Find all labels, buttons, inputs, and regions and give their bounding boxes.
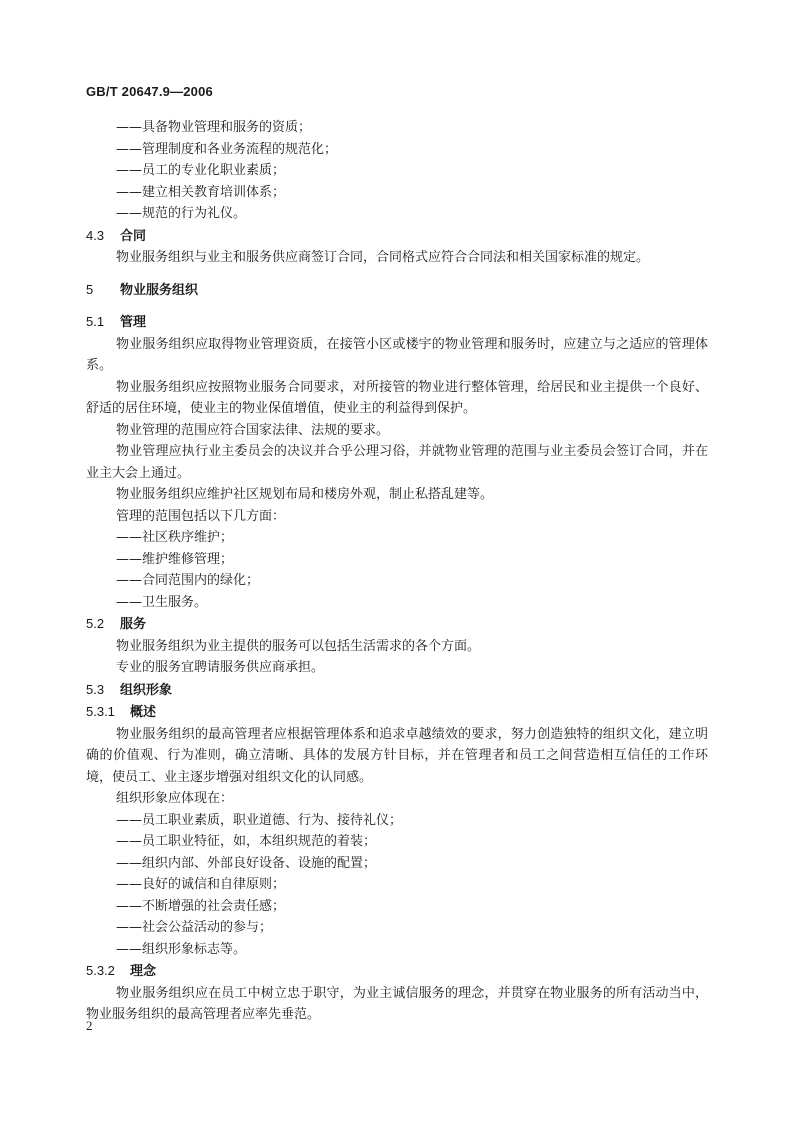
section-title: 概述 [130, 705, 157, 720]
list-item: ——组织形象标志等。 [116, 941, 247, 957]
section-title: 组织形象 [120, 682, 173, 698]
section-number: 4.3 [86, 227, 105, 243]
paragraph: 管理的范围包括以下几方面： [116, 508, 286, 524]
paragraph: 物业服务组织与业主和服务供应商签订合同，合同格式应符合合同法和相关国家标准的规定。 [116, 250, 650, 265]
paragraph: 组织形象应体现在： [116, 791, 234, 806]
list-item: ——维护维修管理； [116, 551, 234, 567]
section-title: 服务 [120, 617, 147, 632]
list-item: ——员工的专业化职业素质； [116, 163, 286, 178]
section-number: 5.1 [86, 314, 105, 329]
page-number: 2 [86, 1018, 93, 1033]
list-item: ——良好的诚信和自律原则； [116, 877, 286, 892]
paragraph: 物业管理的范围应符合国家法律、法规的要求。 [116, 422, 390, 438]
section-title: 管理 [120, 315, 147, 330]
list-item: ——员工职业特征，如，本组织规范的着装； [116, 834, 377, 849]
list-item: ——不断增强的社会责任感； [116, 898, 286, 914]
list-item: ——员工职业素质，职业道德、行为、接待礼仪； [116, 812, 403, 828]
paragraph: 物业服务组织应按照物业服务合同要求，对所接管的物业进行整体管理，给居民和业主提供一个良好、舒适的居住环境，使业主的物业保值增值，使业主的利益得到保护。 [86, 379, 708, 416]
section-heading-5-3-2 [86, 960, 708, 983]
section-heading-4-3 [86, 225, 708, 248]
section-number: 5.3.1 [86, 704, 115, 719]
section-heading-5-1 [86, 311, 708, 334]
standard-number: GB/T 20647.9—2006 [86, 84, 213, 99]
section-title: 合同 [120, 228, 147, 244]
section-heading-5-2 [86, 613, 708, 636]
section-title: 物业服务组织 [120, 282, 199, 298]
paragraph: 物业服务组织为业主提供的服务可以包括生活需求的各个方面。 [116, 638, 481, 654]
list-item: ——合同范围内的绿化； [116, 573, 260, 588]
section-number: 5.3 [86, 681, 105, 697]
section-heading-5-3 [86, 679, 708, 702]
section-title: 理念 [130, 964, 157, 979]
paragraph: 专业的服务宜聘请服务供应商承担。 [116, 660, 325, 675]
document-body [86, 117, 708, 1026]
paragraph: 物业服务组织应在员工中树立忠于职守，为业主诚信服务的理念，并贯穿在物业服务的所有活动当中，物业服务组织的最高管理者应率先垂范。 [86, 985, 708, 1022]
list-item: ——规范的行为礼仪。 [116, 206, 247, 221]
list-item: ——社会公益活动的参与； [116, 920, 273, 935]
list-item: ——具备物业管理和服务的资质； [116, 120, 312, 135]
section-heading-5-3-1 [86, 701, 708, 724]
section-number: 5 [86, 281, 94, 297]
paragraph: 物业服务组织应取得物业管理资质，在接管小区或楼宇的物业管理和服务时，应建立与之适应的管理体系。 [86, 336, 708, 373]
paragraph: 物业服务组织的最高管理者应根据管理体系和追求卓越绩效的要求，努力创造独特的组织文化，建立明确的价值观、行为准则，确立清晰、具体的发展方针目标，并在管理者和员工之间营造相互信任的工作环境，使员工、业主逐步增强对组织文化的认同感。 [86, 726, 708, 785]
paragraph: 物业管理应执行业主委员会的决议并合乎公理习俗，并就物业管理的范围与业主委员会签订合同，并在业主大会上通过。 [86, 444, 708, 481]
list-item: ——组织内部、外部良好设备、设施的配置； [116, 855, 377, 871]
list-item: ——建立相关教育培训体系； [116, 184, 286, 200]
section-number: 5.3.2 [86, 963, 115, 978]
section-number: 5.2 [86, 616, 105, 631]
section-heading-5 [86, 279, 708, 302]
list-item: ——管理制度和各业务流程的规范化； [116, 141, 338, 157]
list-item: ——卫生服务。 [116, 594, 208, 610]
paragraph: 物业服务组织应维护社区规划布局和楼房外观，制止私搭乱建等。 [116, 487, 494, 502]
list-item: ——社区秩序维护； [116, 530, 234, 545]
